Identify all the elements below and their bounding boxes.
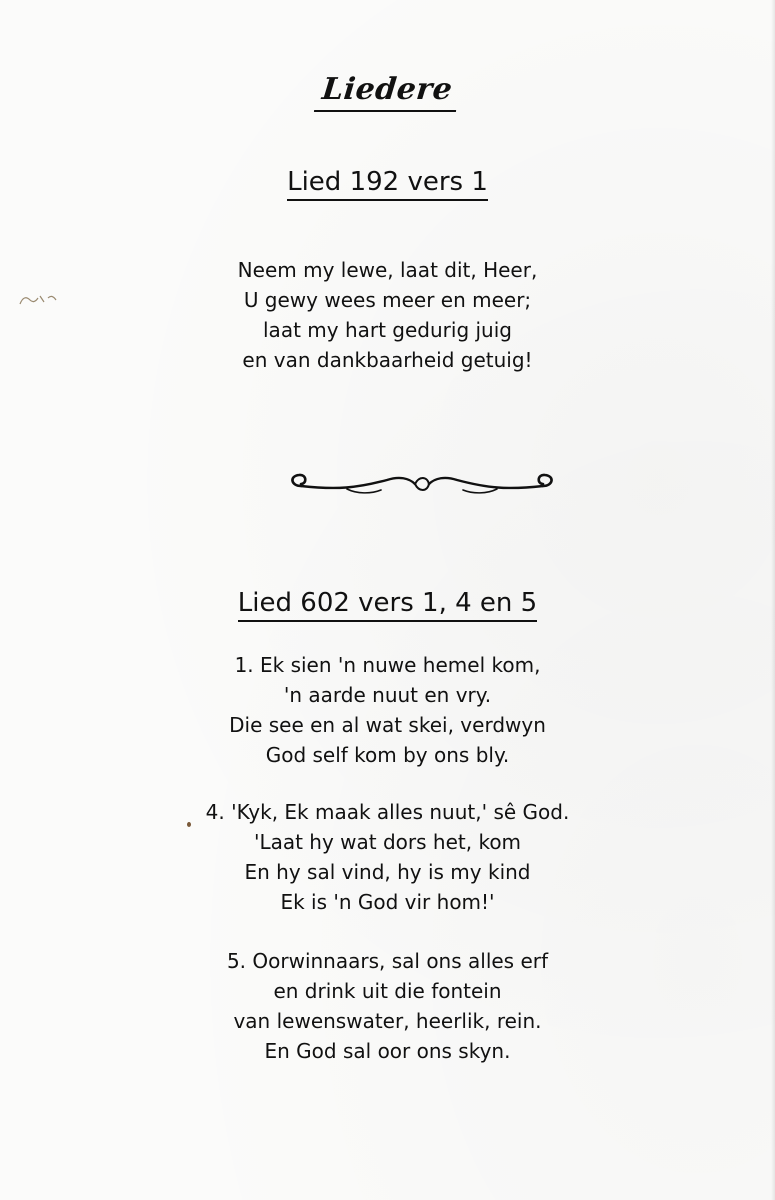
verse-line: Neem my lewe, laat dit, Heer,: [237, 258, 538, 282]
verse-line: Die see en al wat skei, verdwyn: [229, 713, 546, 737]
verse-line: en drink uit die fontein: [273, 979, 502, 1003]
flourish-divider-icon: [287, 464, 557, 500]
song-title-2: [0, 587, 775, 622]
verse-line: 1. Ek sien 'n nuwe hemel kom,: [234, 653, 541, 677]
verse-line: Ek is 'n God vir hom!': [280, 890, 495, 914]
verse-line: 5. Oorwinnaars, sal ons alles erf: [226, 949, 549, 973]
verse-line: van lewenswater, heerlik, rein.: [233, 1009, 542, 1033]
song-2-verse-5: [0, 946, 775, 1066]
page-heading-text: Liedere: [314, 73, 460, 112]
verse-line: God self kom by ons bly.: [265, 743, 510, 767]
song-title-1: [0, 166, 775, 201]
song-1-verse-1: [0, 255, 775, 375]
song-title-2-text: Lied 602 vers 1, 4 en 5: [238, 587, 537, 622]
verse-line: en van dankbaarheid getuig!: [242, 348, 533, 372]
song-title-1-text: Lied 192 vers 1: [287, 166, 488, 201]
verse-line: En God sal oor ons skyn.: [264, 1039, 511, 1063]
song-2-verse-4: [0, 797, 775, 917]
song-2-verse-1: [0, 650, 775, 770]
verse-line: U gewy wees meer en meer;: [243, 288, 532, 312]
verse-line: 'Laat hy wat dors het, kom: [253, 830, 522, 854]
verse-line: 'n aarde nuut en vry.: [283, 683, 492, 707]
verse-line: 4. 'Kyk, Ek maak alles nuut,' sê God.: [205, 800, 570, 824]
ink-speck: [187, 822, 191, 827]
page-heading: [0, 72, 775, 112]
verse-line: En hy sal vind, hy is my kind: [244, 860, 531, 884]
verse-line: laat my hart gedurig juig: [263, 318, 512, 342]
